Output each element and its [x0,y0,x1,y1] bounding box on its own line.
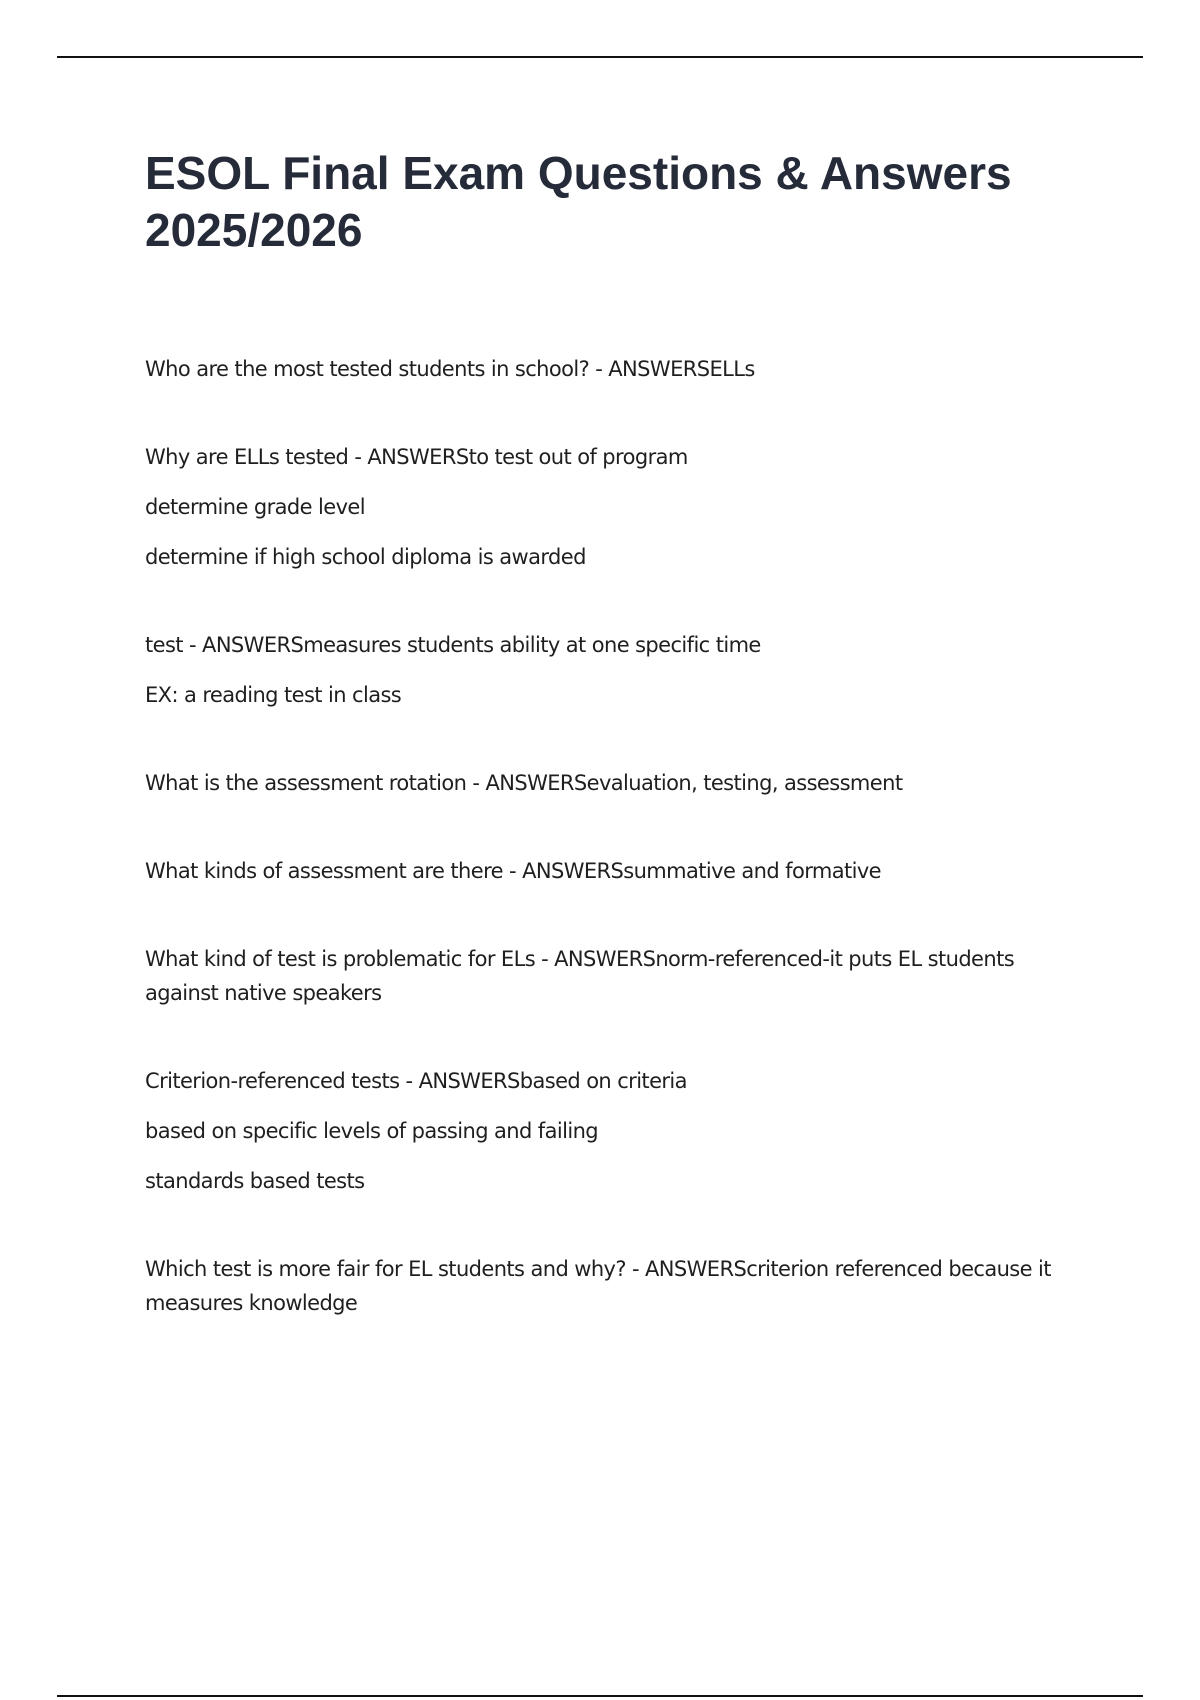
qa-line: What is the assessment rotation - ANSWERSevaluation, testing, assessment [145,771,903,795]
qa-line: standards based tests [145,1169,365,1193]
footer-rule [57,1695,1143,1697]
qa-list [145,352,1085,1374]
document-title: ESOL Final Exam Questions & Answers 2025/2026 [145,147,1012,256]
qa-entry-5 [145,854,1085,888]
qa-line: determine if high school diploma is awarded [145,545,586,569]
qa-line: test - ANSWERSmeasures students ability at one specific time [145,633,761,657]
qa-line: EX: a reading test in class [145,683,402,707]
qa-entry-3 [145,628,1085,712]
qa-line: Criterion-referenced tests - ANSWERSbased on criteria [145,1069,687,1093]
qa-line: determine grade level [145,495,365,519]
qa-entry-4 [145,766,1085,800]
header-rule [57,56,1143,58]
qa-entry-2 [145,440,1085,574]
qa-entry-8 [145,1252,1085,1320]
qa-line: Why are ELLs tested - ANSWERSto test out of program [145,445,688,469]
qa-entry-6 [145,942,1085,1010]
qa-line: What kind of test is problematic for ELs - ANSWERSnorm-referenced-it puts EL students against native speakers [145,947,1015,1005]
qa-line: Which test is more fair for EL students and why? - ANSWERScriterion referenced because it measures knowledge [145,1257,1051,1315]
qa-entry-1 [145,352,1085,386]
qa-entry-7 [145,1064,1085,1198]
qa-line: What kinds of assessment are there - ANSWERSsummative and formative [145,859,882,883]
qa-line: Who are the most tested students in school? - ANSWERSELLs [145,357,755,381]
qa-line: based on specific levels of passing and failing [145,1119,599,1143]
